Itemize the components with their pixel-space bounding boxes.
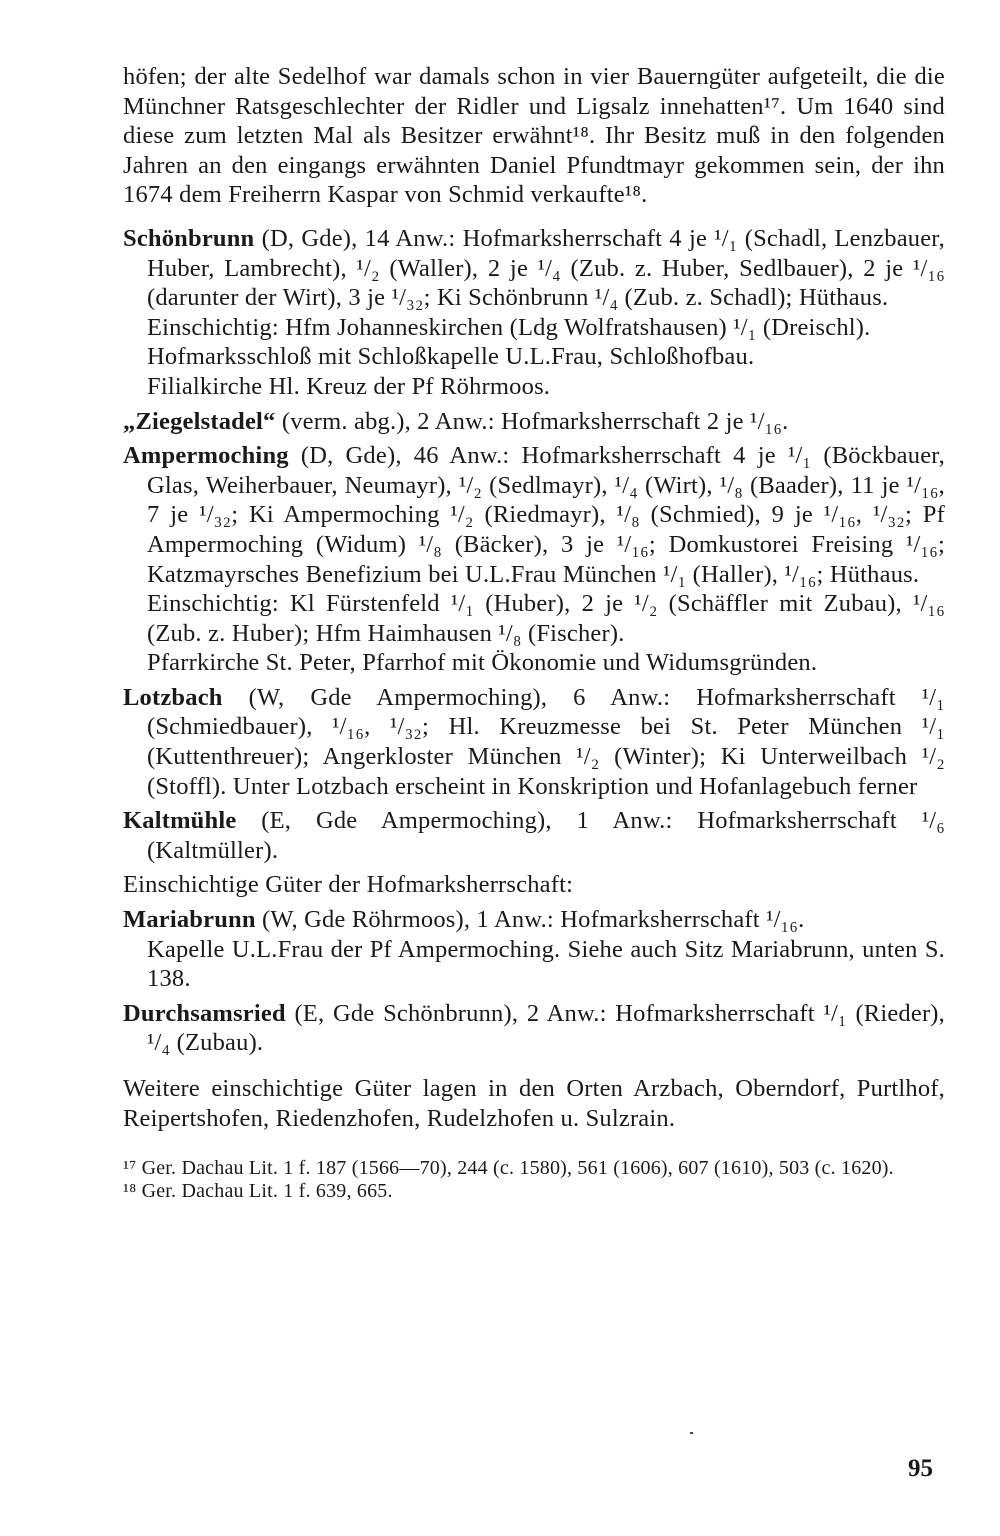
entry-name: Lotzbach [123, 683, 223, 711]
entry-detail-line: Hofmarksschloß mit Schloßkapelle U.L.Frau, Schloßhofbau. [147, 343, 755, 371]
entry-name: Schönbrunn [123, 224, 255, 252]
entry-name: Mariabrunn [123, 906, 256, 934]
entry-mariabrunn [123, 905, 945, 994]
entry-ampermoching [123, 441, 945, 678]
entry-detail-line: Einschichtig: Hfm Johanneskirchen (Ldg Wolfratshausen) ¹/₁ (Dreischl). [147, 313, 871, 341]
footnote-17: ¹⁷ Ger. Dachau Lit. 1 f. 187 (1566—70), 244 (c. 1580), 561 (1606), 607 (1610), 503 (c. 1620). [123, 1157, 894, 1180]
entry-text: (verm. abg.), 2 Anw.: Hofmarksherrschaft 2 je ¹/₁₆. [275, 407, 789, 435]
section-subheading: Einschichtige Güter der Hofmarksherrschaft: [123, 871, 574, 899]
page-body [123, 62, 945, 1203]
entry-text: (W, Gde Ampermoching), 6 Anw.: Hofmarksherrschaft ¹/₁ (Schmiedbauer), ¹/₁₆, ¹/₃₂; Hl. Kreuzmesse bei St. Peter München ¹/₁ (Kuttenthreuer); Angerkloster München ¹/₂ (Winter); Ki Unterweilbach ¹/₂ (Stoffl). Unter Lotzbach erscheint in Konskription und Hofanlagebuch ferner [147, 683, 945, 800]
entry-name: Durchsamsried [123, 999, 286, 1027]
entry-text: (E, Gde Schönbrunn), 2 Anw.: Hofmarksherrschaft ¹/₁ (Rieder), ¹/₄ (Zubau). [147, 999, 945, 1057]
entry-detail-line: Pfarrkirche St. Peter, Pfarrhof mit Ökonomie und Widumsgründen. [147, 649, 818, 677]
closing-paragraph: Weitere einschichtige Güter lagen in den Orten Arzbach, Oberndorf, Purtlhof, Reipertshofen, Riedenzhofen, Rudelzhofen u. Sulzrain. [123, 1075, 945, 1132]
entry-text: (E, Gde Ampermoching), 1 Anw.: Hofmarksherrschaft ¹/₆ (Kaltmüller). [147, 807, 945, 864]
entry-text: (W, Gde Röhrmoos), 1 Anw.: Hofmarksherrschaft ¹/₁₆. [255, 906, 805, 934]
footnotes [123, 1157, 945, 1203]
page-number: 95 [908, 1455, 933, 1482]
entry-kaltmuehle [123, 806, 945, 865]
entry-detail-line: Filialkirche Hl. Kreuz der Pf Röhrmoos. [147, 372, 551, 400]
footnote-18: ¹⁸ Ger. Dachau Lit. 1 f. 639, 665. [123, 1180, 393, 1203]
entry-ziegelstadel [123, 407, 945, 437]
entry-detail-line: Einschichtig: Kl Fürstenfeld ¹/₁ (Huber), 2 je ¹/₂ (Schäffler mit Zubau), ¹/₁₆ (Zub. z. Huber); Hfm Haimhausen ¹/₈ (Fischer). [147, 590, 945, 647]
scan-speck [690, 1432, 693, 1434]
intro-paragraph: höfen; der alte Sedelhof war damals schon in vier Bauerngüter aufgeteilt, die die Münchner Ratsgeschlechter der Ridler und Ligsalz innehatten¹⁷. Um 1640 sind diese zum letzten Mal als Besitzer erwähnt¹⁸. Ihr Besitz muß in den folgenden Jahren an den eingangs erwähnten Daniel Pfundtmayr gekommen sein, der ihn 1674 dem Freiherrn Kaspar von Schmid verkaufte¹⁸. [123, 63, 945, 209]
entry-detail-line: Kapelle U.L.Frau der Pf Ampermoching. Siehe auch Sitz Mariabrunn, unten S. 138. [147, 935, 945, 993]
entry-text: (D, Gde), 14 Anw.: Hofmarksherrschaft 4 je ¹/₁ (Schadl, Lenzbauer, Huber, Lambrecht), ¹/₂ (Waller), 2 je ¹/₄ (Zub. z. Huber, Sedlbauer), 2 je ¹/₁₆ (darunter der Wirt), 3 je ¹/₃₂; Ki Schönbrunn ¹/₄ (Zub. z. Schadl); Hüthaus. [147, 224, 945, 312]
entry-schoenbrunn [123, 224, 945, 402]
entry-lotzbach [123, 683, 945, 801]
entry-durchsamsried [123, 999, 945, 1058]
entry-name: Ampermoching [123, 442, 289, 470]
entry-name: „Ziegelstadel“ [123, 407, 276, 435]
entry-name: Kaltmühle [123, 807, 237, 835]
entry-text: (D, Gde), 46 Anw.: Hofmarksherrschaft 4 je ¹/₁ (Böckbauer, Glas, Weiherbauer, Neumayr), ¹/₂ (Sedlmayr), ¹/₄ (Wirt), ¹/₈ (Baader), 11 je ¹/₁₆, 7 je ¹/₃₂; Ki Ampermoching ¹/₂ (Riedmayr), ¹/₈ (Schmied), 9 je ¹/₁₆, ¹/₃₂; Pf Ampermoching (Widum) ¹/₈ (Bäcker), 3 je ¹/₁₆; Domkustorei Freising ¹/₁₆; Katzmayrsches Benefizium bei U.L.Frau München ¹/₁ (Haller), ¹/₁₆; Hüthaus. [147, 442, 945, 588]
